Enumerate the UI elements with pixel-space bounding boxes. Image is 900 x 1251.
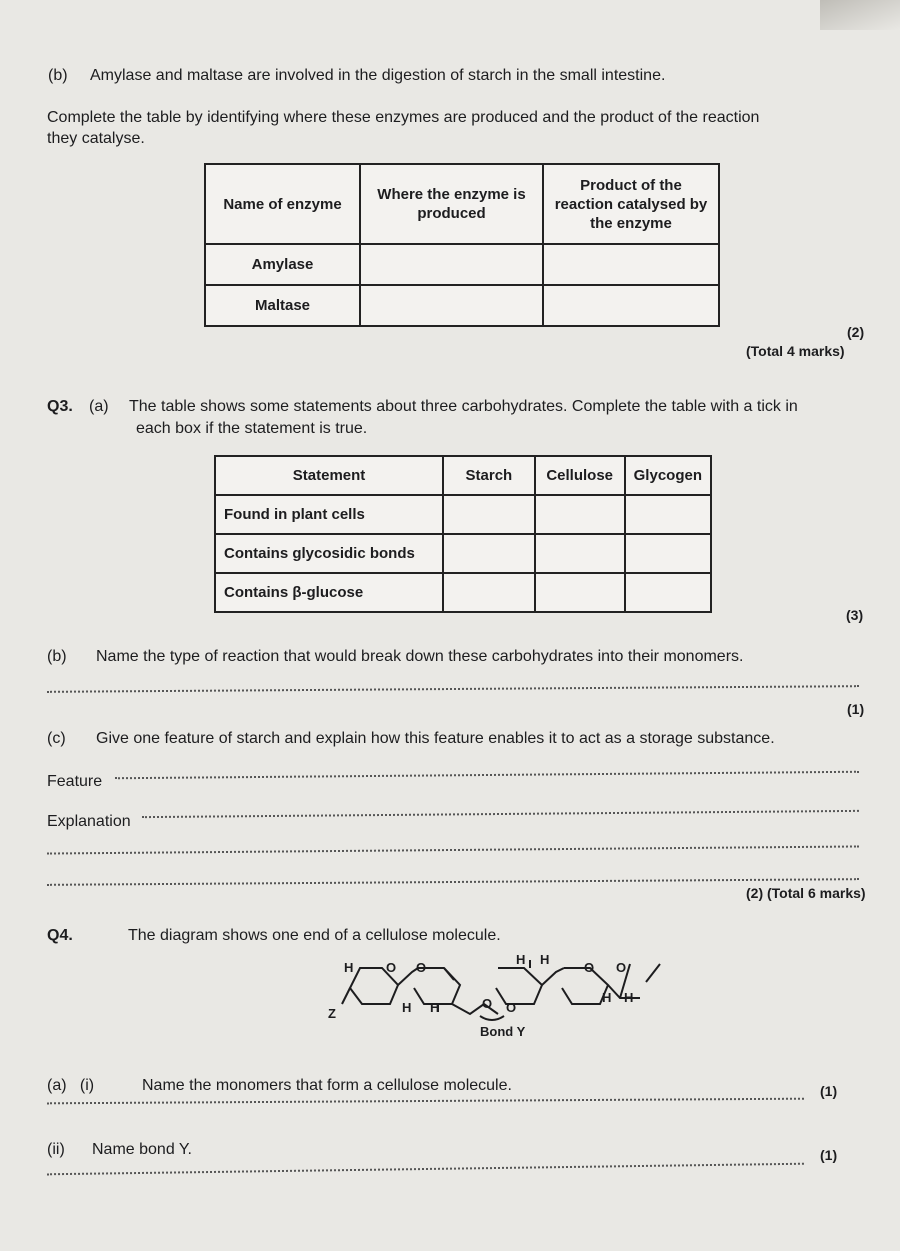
q4-intro: The diagram shows one end of a cellulose molecule. [128,927,501,944]
carb-table-header: Cellulose [535,456,625,495]
q4ai-label: (a) (i) [47,1077,95,1094]
carb-table-header: Glycogen [625,456,711,495]
carb-table-header: Starch [443,456,535,495]
feature-answer-line[interactable] [115,771,859,779]
q4aii-label: (ii) [47,1141,65,1158]
explanation-answer-line[interactable] [47,878,859,886]
q3a-marks: (3) [846,607,864,623]
atom-label: O [506,1000,517,1015]
tick-cell[interactable] [625,495,711,534]
q3b-text: Name the type of reaction that would break down these carbohydrates into their monomers. [96,648,744,665]
q4ai-text: Name the monomers that form a cellulose molecule. [142,1077,512,1094]
atom-label: O [386,960,397,975]
q3b-label: (b) [47,648,67,665]
q2b-total-marks: (Total 4 marks) [746,343,845,359]
q4-number: Q4. [47,927,73,944]
q3c-label: (c) [47,730,66,747]
statement-cell: Contains β-glucose [215,573,443,612]
explanation-answer-line[interactable] [47,845,859,854]
enzyme-table-header: Product of the reaction catalysed by the enzyme [543,164,719,244]
q3b-marks: (1) [847,701,865,717]
q4ai-answer-line[interactable] [47,1098,804,1105]
explanation-answer-line[interactable] [142,810,859,818]
q4ai-marks: (1) [820,1083,838,1099]
atom-label: H [624,990,634,1005]
statement-cell: Found in plant cells [215,495,443,534]
q2b-instruction-2: they catalyse. [47,130,145,147]
atom-label: O [482,996,493,1011]
atom-label: H [430,1000,440,1015]
q3-number: Q3. [47,398,73,415]
q3c-text: Give one feature of starch and explain how this feature enables it to act as a storage substance. [96,730,775,747]
explanation-label: Explanation [47,813,131,830]
atom-label: H [602,990,612,1005]
q4aii-text: Name bond Y. [92,1141,192,1158]
atom-label: H [540,952,550,967]
atom-label: O [416,960,427,975]
q2b-label: (b) [48,67,68,84]
tick-cell[interactable] [535,495,625,534]
answer-cell[interactable] [360,244,543,285]
atom-label: O [616,960,627,975]
atom-label: Z [328,1006,336,1021]
carbohydrate-table [214,455,712,613]
q3c-marks: (2) (Total 6 marks) [746,885,866,901]
tick-cell[interactable] [443,573,535,612]
q2b-intro: Amylase and maltase are involved in the digestion of starch in the small intestine. [90,67,666,84]
tick-cell[interactable] [625,573,711,612]
enzyme-table [204,163,720,327]
cellulose-diagram [320,950,680,1040]
glucose-ring-3 [496,968,542,1004]
tick-cell[interactable] [443,495,535,534]
atom-label: H [516,952,526,967]
tick-cell[interactable] [535,534,625,573]
enzyme-table-header: Where the enzyme is produced [360,164,543,244]
q2b-marks: (2) [847,324,865,340]
bond-y-label: Bond Y [480,1024,526,1039]
q3a-text-1: The table shows some statements about three carbohydrates. Complete the table with a tick in [129,398,798,415]
tick-cell[interactable] [535,573,625,612]
q4aii-marks: (1) [820,1147,838,1163]
bond-y-brace [480,1016,504,1020]
answer-cell[interactable] [543,244,719,285]
tick-cell[interactable] [443,534,535,573]
atom-label: H [344,960,354,975]
tick-cell[interactable] [625,534,711,573]
page-fold-shadow [820,0,900,30]
answer-cell[interactable] [360,285,543,326]
q3b-answer-line[interactable] [47,685,859,693]
enzyme-name-cell: Maltase [205,285,360,326]
answer-cell[interactable] [543,285,719,326]
q3a-text-2: each box if the statement is true. [136,420,368,437]
q2b-instruction-1: Complete the table by identifying where these enzymes are produced and the product of the reaction [47,109,760,126]
q3a-label: (a) [89,398,109,415]
atom-label: H [402,1000,412,1015]
atom-label: O [584,960,595,975]
enzyme-table-header: Name of enzyme [205,164,360,244]
statement-cell: Contains glycosidic bonds [215,534,443,573]
q4aii-answer-line[interactable] [47,1163,804,1176]
carb-table-header: Statement [215,456,443,495]
feature-label: Feature [47,773,103,790]
enzyme-name-cell: Amylase [205,244,360,285]
